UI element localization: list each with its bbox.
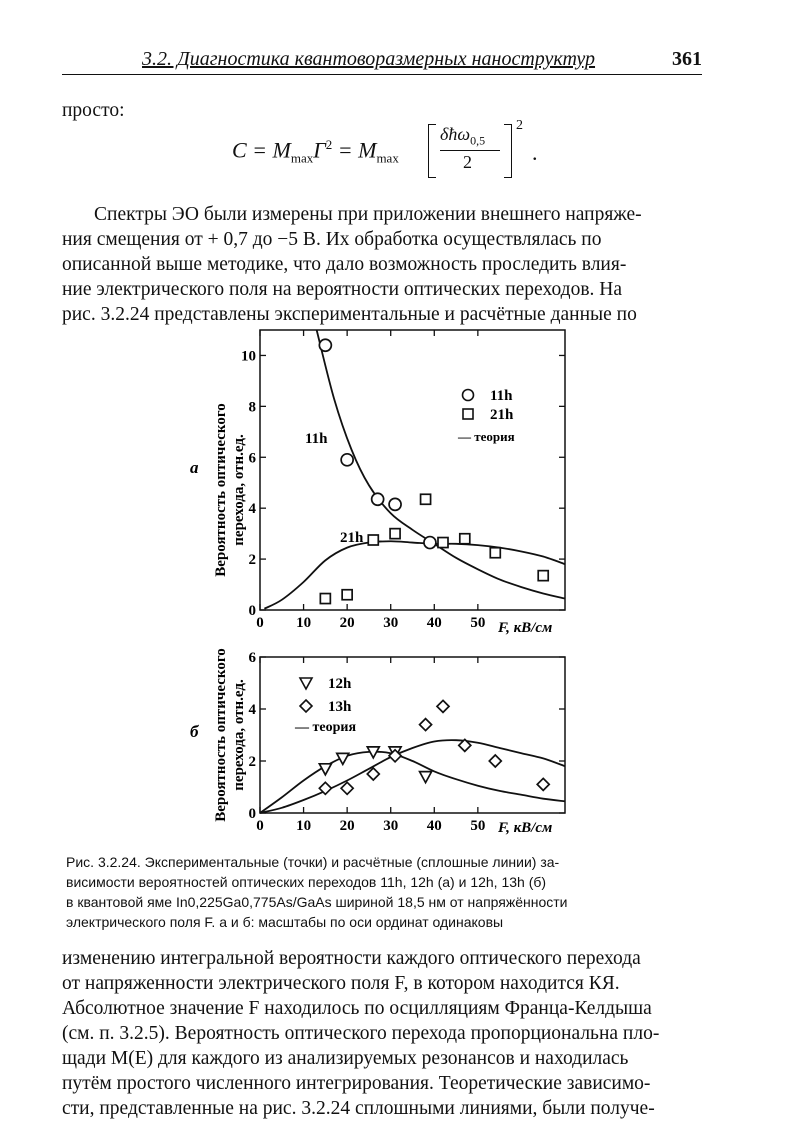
fraction-bar xyxy=(440,150,500,151)
caption-line: висимости вероятностей оптических переходов 11h, 12h (а) и 12h, 13h (б) xyxy=(66,874,547,890)
y-tick-label: 10 xyxy=(241,348,256,365)
bracket-left xyxy=(428,124,436,178)
x-axis-label-b: F, кВ/см xyxy=(498,820,553,836)
x-tick-label: 40 xyxy=(426,818,442,834)
paragraph-2-line: путём простого численного интегрирования. Теоретические зависимо- xyxy=(62,1073,651,1094)
legend-13h: 13h xyxy=(328,699,352,715)
theory-curve-21h xyxy=(264,541,565,608)
x-tick-label: 30 xyxy=(383,818,399,834)
data-point-21h xyxy=(368,535,378,545)
figure-caption xyxy=(66,852,700,932)
legend-diamond-marker xyxy=(300,700,312,712)
panel-label-a: а xyxy=(190,458,199,477)
formula-sub-max-2: max xyxy=(376,150,399,166)
legend-11h: 11h xyxy=(490,388,513,404)
data-point-21h xyxy=(460,534,470,544)
x-tick-label: 50 xyxy=(470,615,486,631)
data-point-21h xyxy=(438,538,448,548)
data-point-11h xyxy=(319,339,331,351)
paragraph-2-line: щади M(E) для каждого из анализируемых резонансов и находилась xyxy=(62,1048,629,1069)
y-tick-label: 0 xyxy=(248,603,256,619)
y-tick-label: 0 xyxy=(248,806,256,822)
formula-period: . xyxy=(532,140,538,165)
y-tick-label: 2 xyxy=(248,552,256,569)
legend-circle-marker xyxy=(463,390,474,401)
x-axis-label-a: F, кВ/см xyxy=(498,620,553,636)
bracket-right xyxy=(504,124,512,178)
data-point-13h xyxy=(367,768,379,780)
y-axis-label-a-line2: перехода, отн.ед. xyxy=(231,434,247,546)
panel-label-b: б xyxy=(190,722,199,741)
formula-num-sub: 0,5 xyxy=(470,133,486,148)
formula-sub-max: max xyxy=(290,150,314,166)
theory-curve-13h xyxy=(260,740,565,813)
paragraph-2 xyxy=(62,946,698,1121)
y-tick-label: 6 xyxy=(248,650,256,666)
caption-line: в квантовой яме In0,225Ga0,775As/GaAs шириной 18,5 нм от напряжённости xyxy=(66,894,568,910)
data-point-13h xyxy=(420,719,432,731)
formula-eq: = M xyxy=(332,137,377,163)
x-tick-label: 50 xyxy=(470,818,486,834)
legend-a xyxy=(457,388,515,444)
x-tick-label: 30 xyxy=(383,615,399,631)
paragraph-2-line: изменению интегральной вероятности каждого оптического перехода xyxy=(62,948,641,969)
data-point-11h xyxy=(372,493,384,505)
paragraph-1-line: Спектры ЭО были измерены при приложении внешнего напряже- xyxy=(94,204,642,225)
paragraph-2-line: (см. п. 3.2.5). Вероятность оптического перехода пропорциональна пло- xyxy=(62,1023,660,1044)
paragraph-2-line: Абсолютное значение F находилось по осцилляциям Франца-Келдыша xyxy=(62,998,652,1019)
data-point-11h xyxy=(424,537,436,549)
legend-theory-a: — теория xyxy=(458,429,515,444)
data-point-13h xyxy=(437,700,449,712)
data-point-21h xyxy=(342,590,352,600)
chart-panel-b xyxy=(180,640,600,840)
formula xyxy=(232,120,562,180)
legend-square-marker xyxy=(463,409,473,419)
intro-text: просто: xyxy=(62,100,125,121)
theory-curve-11h xyxy=(317,330,565,599)
data-point-11h xyxy=(389,498,401,510)
data-point-13h xyxy=(341,782,353,794)
y-tick-label: 8 xyxy=(248,399,256,416)
legend-b xyxy=(294,676,356,735)
x-tick-label: 20 xyxy=(339,818,355,834)
data-point-21h xyxy=(421,494,431,504)
running-header xyxy=(62,48,702,75)
data-point-21h xyxy=(490,548,500,558)
y-tick-label: 4 xyxy=(248,501,256,518)
running-title: 3.2. Диагностика квантоворазмерных наноструктур xyxy=(142,48,596,70)
legend-triangle-marker xyxy=(300,678,312,689)
legend-12h: 12h xyxy=(328,676,352,692)
y-axis-label-b-line2: перехода, отн.ед. xyxy=(231,679,247,791)
data-point-13h xyxy=(537,778,549,790)
paragraph-1-line: рис. 3.2.24 представлены экспериментальные и расчётные данные по xyxy=(62,304,637,325)
formula-denominator: 2 xyxy=(463,152,472,172)
paragraph-2-line: сти, представленные на рис. 3.2.24 сплошными линиями, были получе- xyxy=(62,1098,655,1119)
data-point-21h xyxy=(390,529,400,539)
formula-lhs: C = M xyxy=(232,137,291,163)
data-point-12h xyxy=(420,772,432,783)
formula-gamma: Γ xyxy=(313,137,326,163)
page-number: 361 xyxy=(672,48,702,70)
caption-line: Экспериментальные (точки) и расчётные (сплошные линии) за- xyxy=(140,854,560,870)
curve-label-11h: 11h xyxy=(305,431,328,447)
formula-power: 2 xyxy=(516,118,523,133)
legend-21h: 21h xyxy=(490,407,514,423)
y-tick-label: 6 xyxy=(248,450,256,467)
data-point-11h xyxy=(341,454,353,466)
x-tick-label: 40 xyxy=(426,615,442,631)
y-tick-label: 4 xyxy=(248,702,256,718)
y-tick-label: 2 xyxy=(248,754,256,770)
formula-square: 2 xyxy=(325,137,333,152)
x-tick-label: 10 xyxy=(296,615,312,631)
theory-curve-12h xyxy=(260,752,565,813)
y-axis-label-b-line1: Вероятность оптического xyxy=(213,648,229,822)
formula-numerator: δħω xyxy=(440,124,471,144)
paragraph-1 xyxy=(62,202,698,327)
paragraph-2-line: от напряженности электрического поля F, в котором находится КЯ. xyxy=(62,973,620,994)
paragraph-1-line: ние электрического поля на вероятности оптических переходов. На xyxy=(62,279,623,300)
data-point-21h xyxy=(538,571,548,581)
plot-frame-a xyxy=(260,330,565,610)
chart-panel-a xyxy=(180,325,600,640)
x-tick-label: 10 xyxy=(296,818,312,834)
curve-label-21h: 21h xyxy=(340,530,364,546)
y-axis-label-a-line1: Вероятность оптического xyxy=(213,403,229,577)
caption-label: Рис. 3.2.24. xyxy=(66,854,141,870)
paragraph-1-line: описанной выше методике, что дало возможность проследить влия- xyxy=(62,254,627,275)
x-tick-label: 0 xyxy=(256,615,264,631)
data-point-21h xyxy=(320,594,330,604)
caption-line: электрического поля F. а и б: масштабы по оси ординат одинаковы xyxy=(66,914,504,930)
data-point-13h xyxy=(489,755,501,767)
legend-theory-b: — теория xyxy=(295,720,357,735)
x-tick-label: 20 xyxy=(339,615,355,631)
paragraph-1-line: ния смещения от + 0,7 до −5 В. Их обработка осуществлялась по xyxy=(62,229,602,250)
x-tick-label: 0 xyxy=(256,818,264,834)
